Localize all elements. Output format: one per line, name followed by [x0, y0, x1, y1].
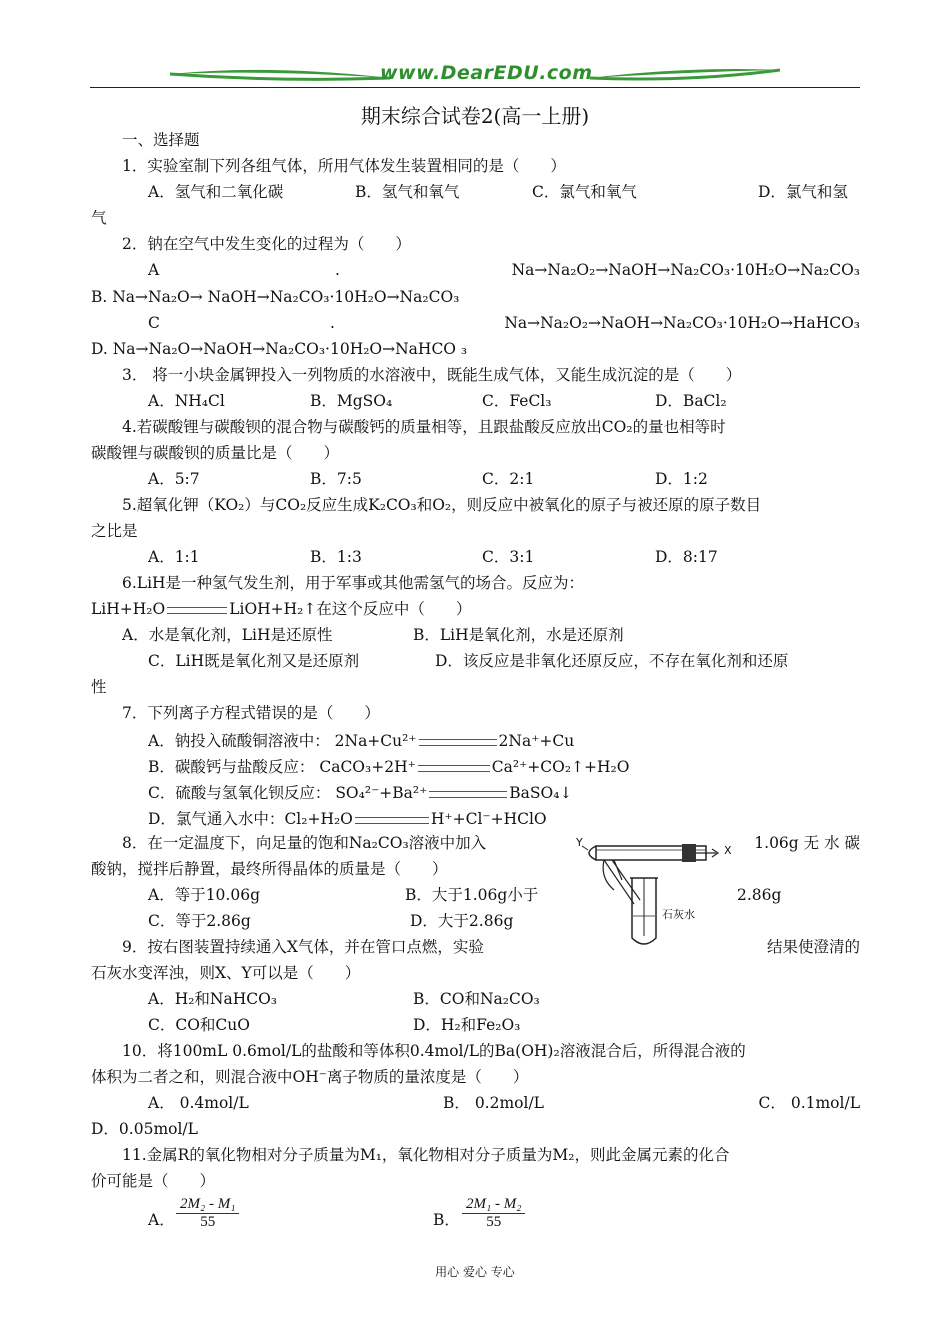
q8-option-c: C．等于2.86g: [148, 912, 251, 930]
q2-option-a-label: A: [148, 261, 160, 279]
q2-option-b: B. Na→Na₂O→ NaOH→Na₂CO₃·10H₂O→Na₂CO₃: [91, 288, 460, 306]
page-title: 期末综合试卷2(高一上册): [360, 104, 590, 128]
q3-stem: 3． 将一小块金属钾投入一列物质的水溶液中，既能生成气体，又能生成沉淀的是（ ）: [122, 366, 742, 384]
q9-option-d: D．H₂和Fe₂O₃: [413, 1016, 521, 1034]
q2-option-a-text: Na→Na₂O₂→NaOH→Na₂CO₃·10H₂O→Na₂CO₃: [511, 261, 860, 279]
q2-option-c-text: Na→Na₂O₂→NaOH→Na₂CO₃·10H₂O→HaHCO₃: [504, 314, 860, 332]
page-footer: 用心 爱心 专心: [435, 1265, 515, 1279]
q10-stem-line1: 10．将100mL 0.6mol/L的盐酸和等体积0.4mol/L的Ba(OH)₂溶液混合后，所得混合液的: [122, 1042, 746, 1060]
q8-option-b-right: 2.86g: [737, 886, 782, 904]
q9-stem-line2: 石灰水变浑浊，则X、Y可以是（ ）: [91, 964, 361, 982]
q1-option-a: A．氢气和二氧化碳: [148, 183, 284, 201]
q7-d-right: H⁺+Cl⁻+HClO: [430, 810, 547, 828]
q2-option-c-dot: .: [330, 314, 335, 332]
equals-sign: [167, 607, 227, 614]
q9-stem-left: 9．按右图装置持续通入X气体，并在管口点燃，实验: [122, 938, 484, 956]
equals-sign: [419, 739, 497, 746]
q6-stem: 6.LiH是一种氢气发生剂，用于军事或其他需氢气的场合。反应为：: [122, 574, 585, 592]
q6-eq-right: LiOH+H₂↑在这个反应中（ ）: [229, 600, 472, 618]
q7-a-right: 2Na⁺+Cu: [498, 732, 575, 750]
q7-c-right: BaSO₄↓: [509, 784, 573, 802]
q11-a-denominator: 55: [200, 1214, 216, 1230]
label-limewater: 石灰水: [662, 908, 695, 921]
q6-option-d-cont: 性: [91, 678, 107, 696]
q7-c-label: C．硫酸与氢氧化钡反应：: [148, 784, 331, 802]
q11-option-b-fraction: [462, 1196, 525, 1231]
q5-stem-line1: 5.超氧化钾（KO₂）与CO₂反应生成K₂CO₃和O₂，则反应中被氧化的原子与被还原的原子数目: [122, 496, 762, 514]
q5-option-d: D．8:17: [655, 548, 718, 566]
q9-stem-right: 结果使澄清的: [766, 938, 860, 956]
q10-option-d: D．0.05mol/L: [91, 1120, 198, 1138]
q10-stem-line2: 体积为二者之和，则混合液中OH⁻离子物质的量浓度是（ ）: [91, 1068, 529, 1086]
apparatus-drawing: [574, 828, 734, 950]
q7-option-a: [148, 731, 574, 751]
q1-option-b: B．氢气和氧气: [355, 183, 460, 201]
q1-option-d: D．氯气和氢: [758, 183, 848, 201]
q6-option-c: C．LiH既是氧化剂又是还原剂: [148, 652, 360, 670]
q4-option-c: C．2:1: [482, 470, 535, 488]
q8-stem-right: 1.06g 无 水 碳: [754, 834, 860, 852]
q3-option-a: A．NH₄Cl: [148, 392, 225, 410]
q2-option-d: D. Na→Na₂O→NaOH→Na₂CO₃·10H₂O→NaHCO ₃: [91, 340, 468, 358]
q10-option-b: B． 0.2mol/L: [443, 1094, 544, 1112]
equals-sign: [429, 791, 507, 798]
q1-option-d-cont: 气: [91, 209, 107, 227]
q11-b-denominator: 55: [486, 1214, 502, 1230]
q6-option-a: A．水是氧化剂，LiH是还原性: [122, 626, 333, 644]
q11-stem-line1: 11.金属R的氧化物相对分子质量为M₁，氧化物相对分子质量为M₂，则此金属元素的化合: [122, 1146, 730, 1164]
section-heading: 一、选择题: [122, 131, 200, 149]
q4-option-d: D．1:2: [655, 470, 708, 488]
q5-option-a: A．1:1: [148, 548, 200, 566]
q3-option-b: B．MgSO₄: [310, 392, 393, 410]
q6-eq-left: LiH+H₂O: [91, 600, 166, 618]
q4-stem-line1: 4.若碳酸锂与碳酸钡的混合物与碳酸钙的质量相等，且跟盐酸反应放出CO₂的量也相等时: [122, 418, 726, 436]
q1-option-c: C．氯气和氧气: [532, 183, 637, 201]
q7-c-left: SO₄²⁻+Ba²⁺: [335, 784, 428, 802]
q11-b-numerator: 2M₁ - M₂: [462, 1196, 525, 1214]
q11-a-numerator: 2M₂ - M₁: [176, 1196, 239, 1214]
site-logo: www.DearEDU.com: [380, 62, 593, 84]
q7-option-b: [148, 757, 629, 777]
q10-option-a: A． 0.4mol/L: [148, 1094, 249, 1112]
equals-sign: [418, 765, 490, 772]
q8-option-b-left: B．大于1.06g小于: [405, 886, 539, 904]
q8-stem-line2: 酸钠，搅拌后静置，最终所得晶体的质量是（ ）: [91, 860, 448, 878]
label-x: X: [724, 844, 732, 857]
q7-option-c: [148, 783, 572, 803]
q2-option-c-label: C: [148, 314, 160, 332]
q6-equation: [91, 599, 471, 619]
q9-option-a: A．H₂和NaHCO₃: [148, 990, 278, 1008]
q4-option-a: A．5:7: [148, 470, 200, 488]
q8-option-a: A．等于10.06g: [148, 886, 260, 904]
q9-option-c: C．CO和CuO: [148, 1016, 250, 1034]
q7-d-label: D．氯气通入水中：: [148, 810, 285, 828]
q11-option-a-fraction: [176, 1196, 239, 1231]
q7-b-label: B．碳酸钙与盐酸反应：: [148, 758, 315, 776]
q7-stem: 7．下列离子方程式错误的是（ ）: [122, 704, 380, 722]
q5-option-b: B．1:3: [310, 548, 362, 566]
q11-option-b-label: B．: [433, 1211, 460, 1229]
q4-option-b: B．7:5: [310, 470, 362, 488]
q3-option-d: D．BaCl₂: [655, 392, 727, 410]
q9-option-b: B．CO和Na₂CO₃: [413, 990, 540, 1008]
q2-stem: 2．钠在空气中发生变化的过程为（ ）: [122, 235, 411, 253]
equals-sign: [355, 817, 429, 824]
q3-option-c: C．FeCl₃: [482, 392, 552, 410]
q2-option-a-dot: .: [335, 261, 340, 279]
q7-b-left: CaCO₃+2H⁺: [319, 758, 416, 776]
q7-a-left: 2Na+Cu²⁺: [334, 732, 417, 750]
apparatus-figure: [574, 828, 734, 950]
q7-a-label: A．钠投入硫酸铜溶液中：: [148, 732, 330, 750]
q7-option-d: [148, 809, 547, 829]
q10-option-c: C． 0.1mol/L: [758, 1094, 860, 1112]
q5-stem-line2: 之比是: [91, 522, 138, 540]
q11-option-a-label: A．: [148, 1211, 175, 1229]
q1-stem: 1．实验室制下列各组气体，所用气体发生装置相同的是（ ）: [122, 157, 566, 175]
q5-option-c: C．3:1: [482, 548, 535, 566]
q6-option-b: B．LiH是氧化剂，水是还原剂: [413, 626, 624, 644]
label-y: Y: [576, 836, 583, 849]
q7-d-left: Cl₂+H₂O: [284, 810, 353, 828]
header-rule: [90, 87, 860, 88]
q6-option-d: D．该反应是非氧化还原反应，不存在氧化剂和还原: [435, 652, 789, 670]
q4-stem-line2: 碳酸锂与碳酸钡的质量比是（ ）: [91, 444, 340, 462]
q8-option-d: D．大于2.86g: [410, 912, 514, 930]
q7-b-right: Ca²⁺+CO₂↑+H₂O: [491, 758, 630, 776]
q8-stem-left: 8．在一定温度下，向足量的饱和Na₂CO₃溶液中加入: [122, 834, 487, 852]
q11-stem-line2: 价可能是（ ）: [91, 1172, 216, 1190]
